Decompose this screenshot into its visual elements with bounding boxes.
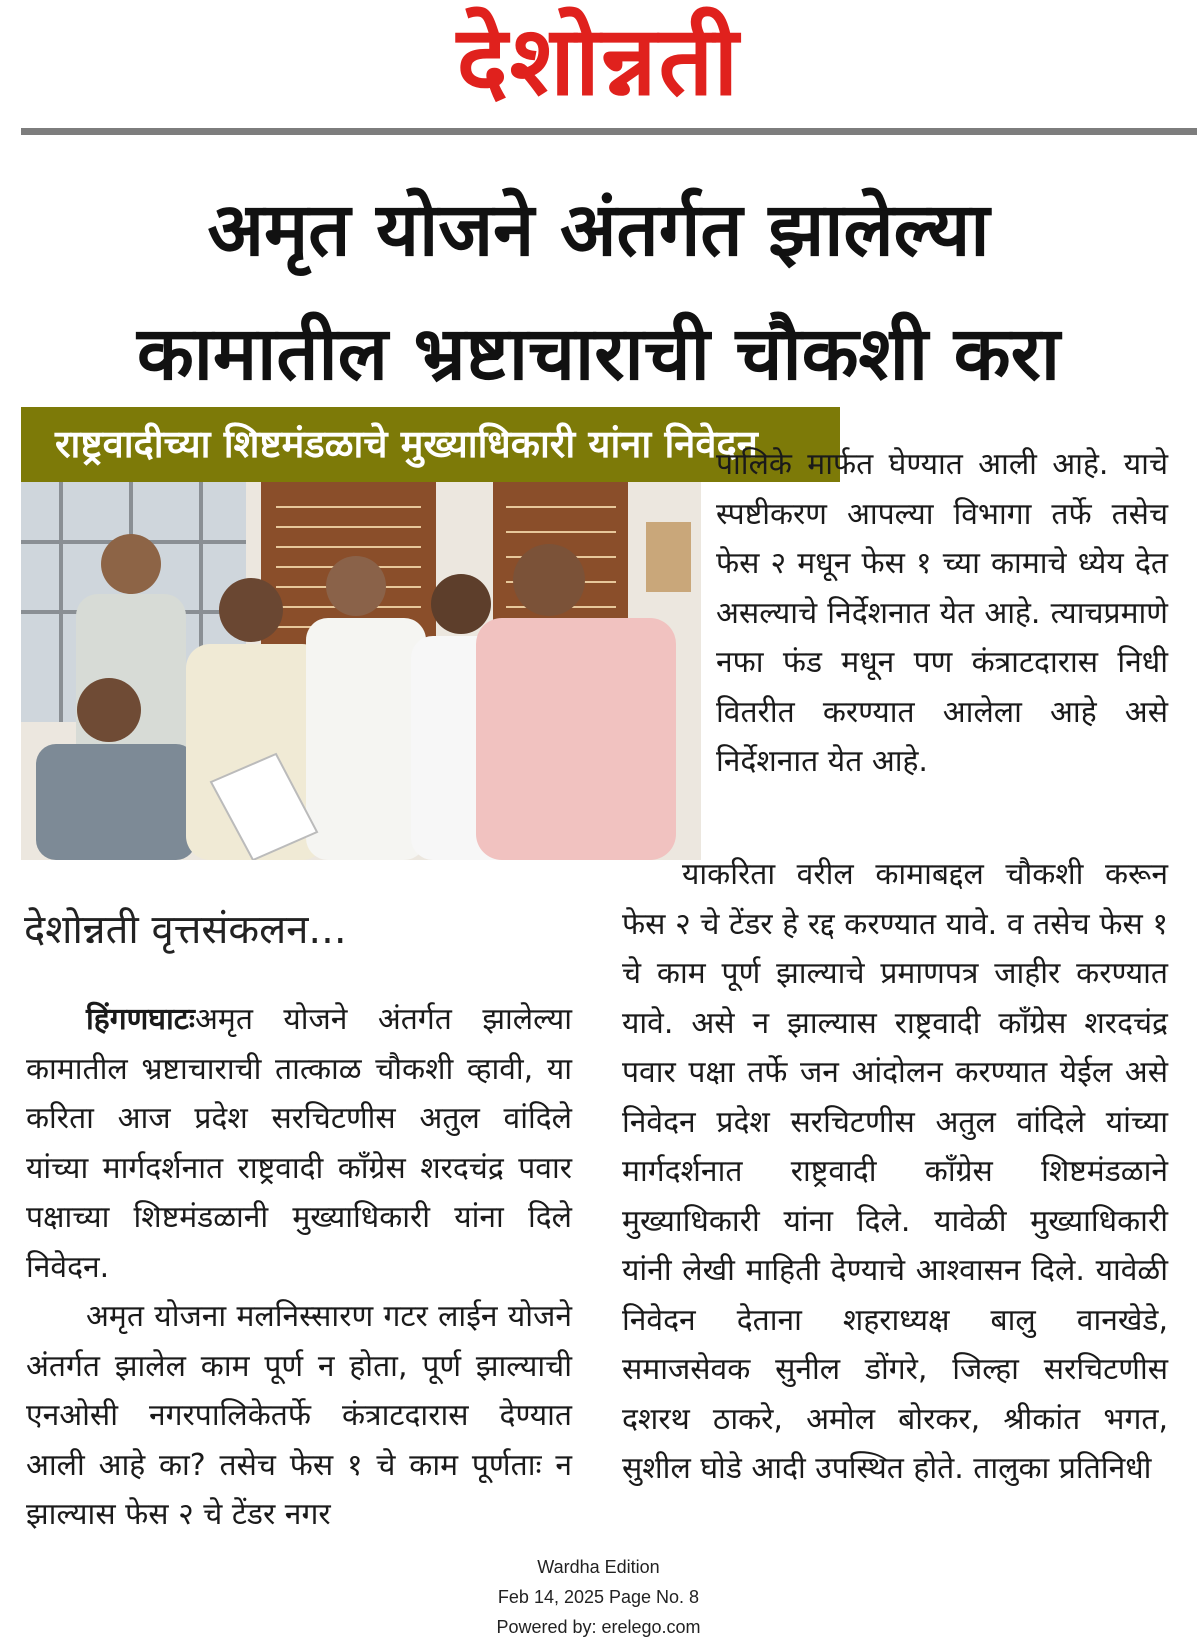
newspaper-logo: देशोन्नती bbox=[456, 5, 741, 117]
article-column-right-bottom bbox=[622, 850, 1168, 1494]
byline: देशोन्नती वृत्तसंकलन... bbox=[24, 907, 347, 953]
dateline: हिंगणघाटः bbox=[86, 1002, 195, 1037]
article-column-left bbox=[26, 995, 572, 1540]
masthead-divider bbox=[21, 128, 1197, 135]
article-paragraph-lead bbox=[26, 995, 572, 1292]
article-paragraph: अमृत योजना मलनिस्सारण गटर लाईन योजने अंतर्गत झालेल काम पूर्ण न होता, पूर्ण झाल्याची एनओसी नगरपालिकेतर्फे कंत्राटदारास देण्यात आली आहे का? तसेच फेस १ चे काम पूर्णताः न झाल्यास फेस २ चे टेंडर नगर bbox=[26, 1299, 572, 1532]
subheadline-banner: राष्ट्रवादीच्या शिष्टमंडळाचे मुख्याधिकारी यांना निवेदन bbox=[21, 407, 840, 482]
edition-label: Wardha Edition bbox=[537, 1557, 660, 1577]
headline bbox=[20, 168, 1177, 416]
masthead bbox=[0, 0, 1197, 128]
headline-line-1: अमृत योजने अंतर्गत झालेल्या bbox=[207, 187, 990, 273]
page-footer bbox=[0, 1552, 1197, 1642]
date-page-label: Feb 14, 2025 Page No. 8 bbox=[497, 1587, 700, 1607]
group-photo-illustration bbox=[21, 482, 701, 860]
powered-by-label: Powered by: erelego.com bbox=[496, 1617, 701, 1637]
news-photo bbox=[21, 482, 701, 860]
article-paragraph-text: अमृत योजने अंतर्गत झालेल्या कामातील भ्रष्टाचाराची तात्काळ चौकशी व्हावी, या करिता आज प्रदेश सरचिटणीस अतुल वांदिले यांच्या मार्गदर्शनात राष्ट्रवादी काँग्रेस शरदचंद्र पवार पक्षाच्या शिष्टमंडळानी मुख्याधिकारी यांना दिले निवेदन. bbox=[26, 1002, 572, 1285]
article-column-right-top bbox=[716, 440, 1168, 787]
article-paragraph: याकरिता वरील कामाबद्दल चौकशी करून फेस २ चे टेंडर हे रद्द करण्यात यावे. व तसेच फेस १ चे काम पूर्ण झाल्याचे प्रमाणपत्र जाहीर करण्यात यावे. असे न झाल्यास राष्ट्रवादी काँग्रेस शरदचंद्र पवार पक्षा तर्फे जन आंदोलन करण्यात येईल असे निवेदन प्रदेश सरचिटणीस अतुल वांदिले यांच्या मार्गदर्शनात राष्ट्रवादी काँग्रेस शिष्टमंडळाने मुख्याधिकारी यांना दिले. यावेळी मुख्याधिकारी यांनी लेखी माहिती देण्याचे आश्वासन दिले. यावेळी निवेदन देताना शहराध्यक्ष बालु वानखेडे, समाजसेवक सुनील डोंगरे, जिल्हा सरचिटणीस दशरथ ठाकरे, अमोल बोरकर, श्रीकांत भगत, सुशील घोडे आदी उपस्थित होते. तालुका प्रतिनिधी bbox=[622, 857, 1168, 1486]
article-paragraph: पालिके मार्फत घेण्यात आली आहे. याचे स्पष्टीकरण आपल्या विभागा तर्फे तसेच फेस २ मधून फेस १ च्या कामाचे ध्येय देत असल्याचे निर्देशनात येत आहे. त्याचप्रमाणे नफा फंड मधून पण कंत्राटदारास निधी वितरीत करण्यात आलेला आहे असे निर्देशनात येत आहे. bbox=[716, 447, 1168, 779]
headline-line-2: कामातील भ्रष्टाचाराची चौकशी करा bbox=[136, 311, 1061, 397]
